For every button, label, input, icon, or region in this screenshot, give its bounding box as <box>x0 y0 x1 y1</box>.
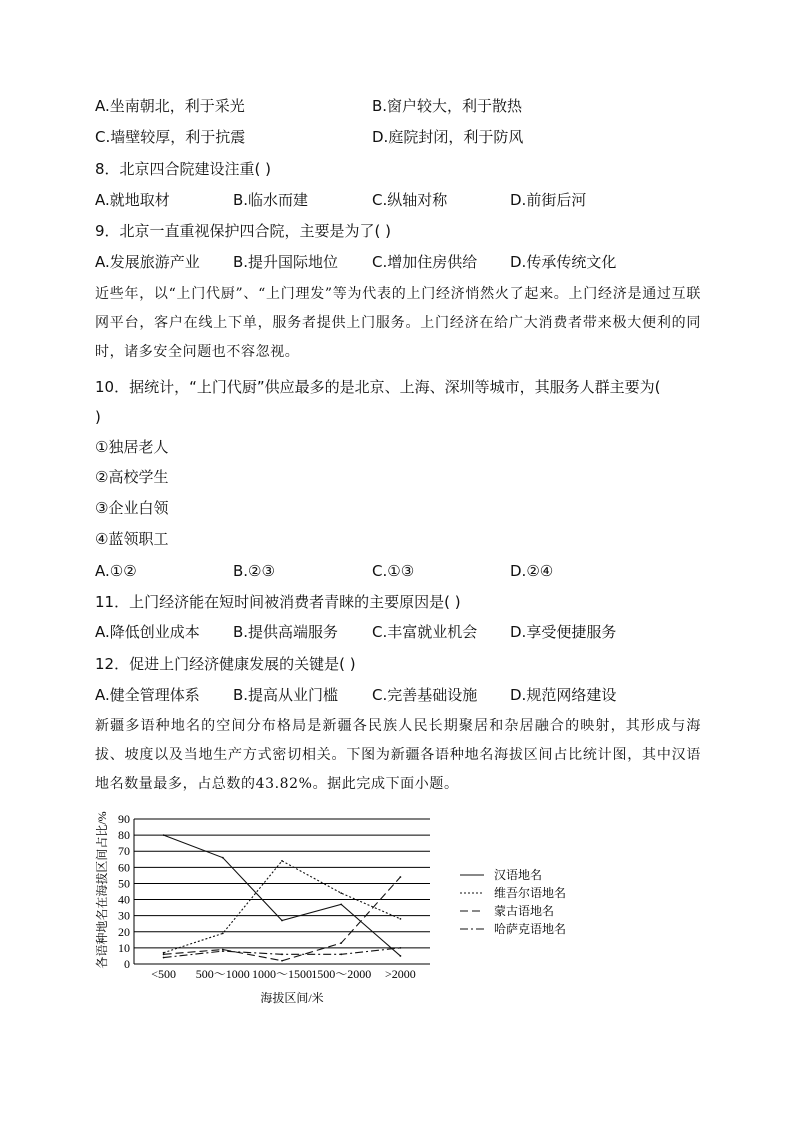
q9-option-d: D.传承传统文化 <box>510 253 617 271</box>
data-point <box>340 953 342 955</box>
data-point <box>222 949 224 951</box>
q10-option-d: D.②④ <box>510 562 554 580</box>
legend-label: 维吾尔语地名 <box>494 886 567 900</box>
q10-item-1: ①独居老人 <box>95 438 169 456</box>
data-point <box>400 876 402 878</box>
data-point <box>281 920 283 922</box>
q12-option-a: A.健全管理体系 <box>95 686 200 704</box>
q8-option-a: A.就地取材 <box>95 191 170 209</box>
data-point <box>400 955 402 957</box>
y-tick-label: 0 <box>124 957 130 971</box>
q7-option-b: B.窗户较大，利于散热 <box>372 97 523 115</box>
x-axis-label: 海拔区间/米 <box>260 991 324 1005</box>
y-tick-label: 30 <box>118 908 130 923</box>
q9-option-a: A.发展旅游产业 <box>95 253 200 271</box>
y-tick-label: 50 <box>118 876 130 891</box>
data-point <box>281 860 283 862</box>
series-line <box>164 861 401 953</box>
q10-item-3: ③企业白领 <box>95 499 169 517</box>
data-point <box>340 942 342 944</box>
altitude-distribution-chart <box>92 805 612 1010</box>
y-tick-label: 10 <box>118 940 130 955</box>
y-tick-label: 20 <box>118 924 130 939</box>
y-tick-label: 80 <box>118 828 130 843</box>
q9-option-c: C.增加住房供给 <box>372 253 478 271</box>
q11-option-c: C.丰富就业机会 <box>372 623 478 641</box>
data-point <box>340 903 342 905</box>
data-point <box>163 834 165 836</box>
q10-item-4: ④蓝领职工 <box>95 530 169 548</box>
data-point <box>222 932 224 934</box>
y-tick-label: 90 <box>118 812 130 826</box>
y-tick-label: 40 <box>118 892 130 907</box>
q7-option-a: A.坐南朝北，利于采光 <box>95 97 245 115</box>
x-tick-label: 1500～2000 <box>311 967 372 981</box>
legend-label: 哈萨克语地名 <box>494 922 567 936</box>
data-point <box>340 892 342 894</box>
passage-xinjiang-place-names: 新疆多语种地名的空间分布格局是新疆各民族人民长期聚居和杂居融合的映射，其形成与海拔、坡度以及当地生产方式密切相关。下图为新疆各语种地名海拔区间占比统计图，其中汉语地名数量最多，占总数的43.82%。据此完成下面小题。 <box>95 718 701 792</box>
data-point <box>400 918 402 920</box>
y-axis-label: 各语种地名在海拔区间占比/% <box>95 811 109 969</box>
q8-option-c: C.纵轴对称 <box>372 191 448 209</box>
x-tick-label: 1000～1500 <box>251 967 313 981</box>
data-point <box>163 952 165 954</box>
q11-option-d: D.享受便捷服务 <box>510 623 617 641</box>
data-point <box>163 957 165 959</box>
legend-label: 蒙古语地名 <box>494 904 555 918</box>
data-point <box>281 953 283 955</box>
q12-stem: 12．促进上门经济健康发展的关键是( ) <box>95 655 356 673</box>
legend-label: 汉语地名 <box>494 868 543 882</box>
line-chart-svg <box>92 805 612 1010</box>
q11-option-b: B.提供高端服务 <box>233 623 339 641</box>
series-line <box>164 835 401 956</box>
q11-stem: 11．上门经济能在短时间被消费者青睐的主要原因是( ) <box>95 593 461 611</box>
data-point <box>222 857 224 859</box>
data-point <box>281 960 283 962</box>
series-line <box>164 948 401 958</box>
q10-option-a: A.①② <box>95 562 137 580</box>
data-point <box>222 950 224 952</box>
y-tick-label: 60 <box>118 860 130 875</box>
q10-stem-close: ) <box>95 408 101 426</box>
q10-stem: 10．据统计，“上门代厨”供应最多的是北京、上海、深圳等城市，其服务人群主要为( <box>95 378 661 396</box>
q9-stem: 9．北京一直重视保护四合院，主要是为了( ) <box>95 222 392 240</box>
q10-item-2: ②高校学生 <box>95 468 169 486</box>
x-tick-label: <500 <box>151 967 176 981</box>
passage-home-economy: 近些年，以“上门代厨”、“上门理发”等为代表的上门经济悄然火了起来。上门经济是通过互联网平台，客户在线上下单，服务者提供上门服务。上门经济在给广大消费者带来极大便利的同时，诸多安全问题也不容忽视。 <box>95 286 701 360</box>
q10-option-b: B.②③ <box>233 562 275 580</box>
x-tick-label: 500～1000 <box>195 967 250 981</box>
q11-option-a: A.降低创业成本 <box>95 623 200 641</box>
q12-option-d: D.规范网络建设 <box>510 686 617 704</box>
data-point <box>400 947 402 949</box>
q12-option-c: C.完善基础设施 <box>372 686 478 704</box>
data-point <box>163 953 165 955</box>
q9-option-b: B.提升国际地位 <box>233 253 339 271</box>
q8-option-b: B.临水而建 <box>233 191 309 209</box>
q7-option-c: C.墙壁较厚，利于抗震 <box>95 128 246 146</box>
y-tick-label: 70 <box>118 844 130 859</box>
q7-option-d: D.庭院封闭，利于防风 <box>372 128 524 146</box>
x-tick-label: >2000 <box>385 967 416 981</box>
q8-stem: 8．北京四合院建设注重( ) <box>95 160 272 178</box>
q12-option-b: B.提高从业门槛 <box>233 686 339 704</box>
q8-option-d: D.前街后河 <box>510 191 587 209</box>
q10-option-c: C.①③ <box>372 562 415 580</box>
